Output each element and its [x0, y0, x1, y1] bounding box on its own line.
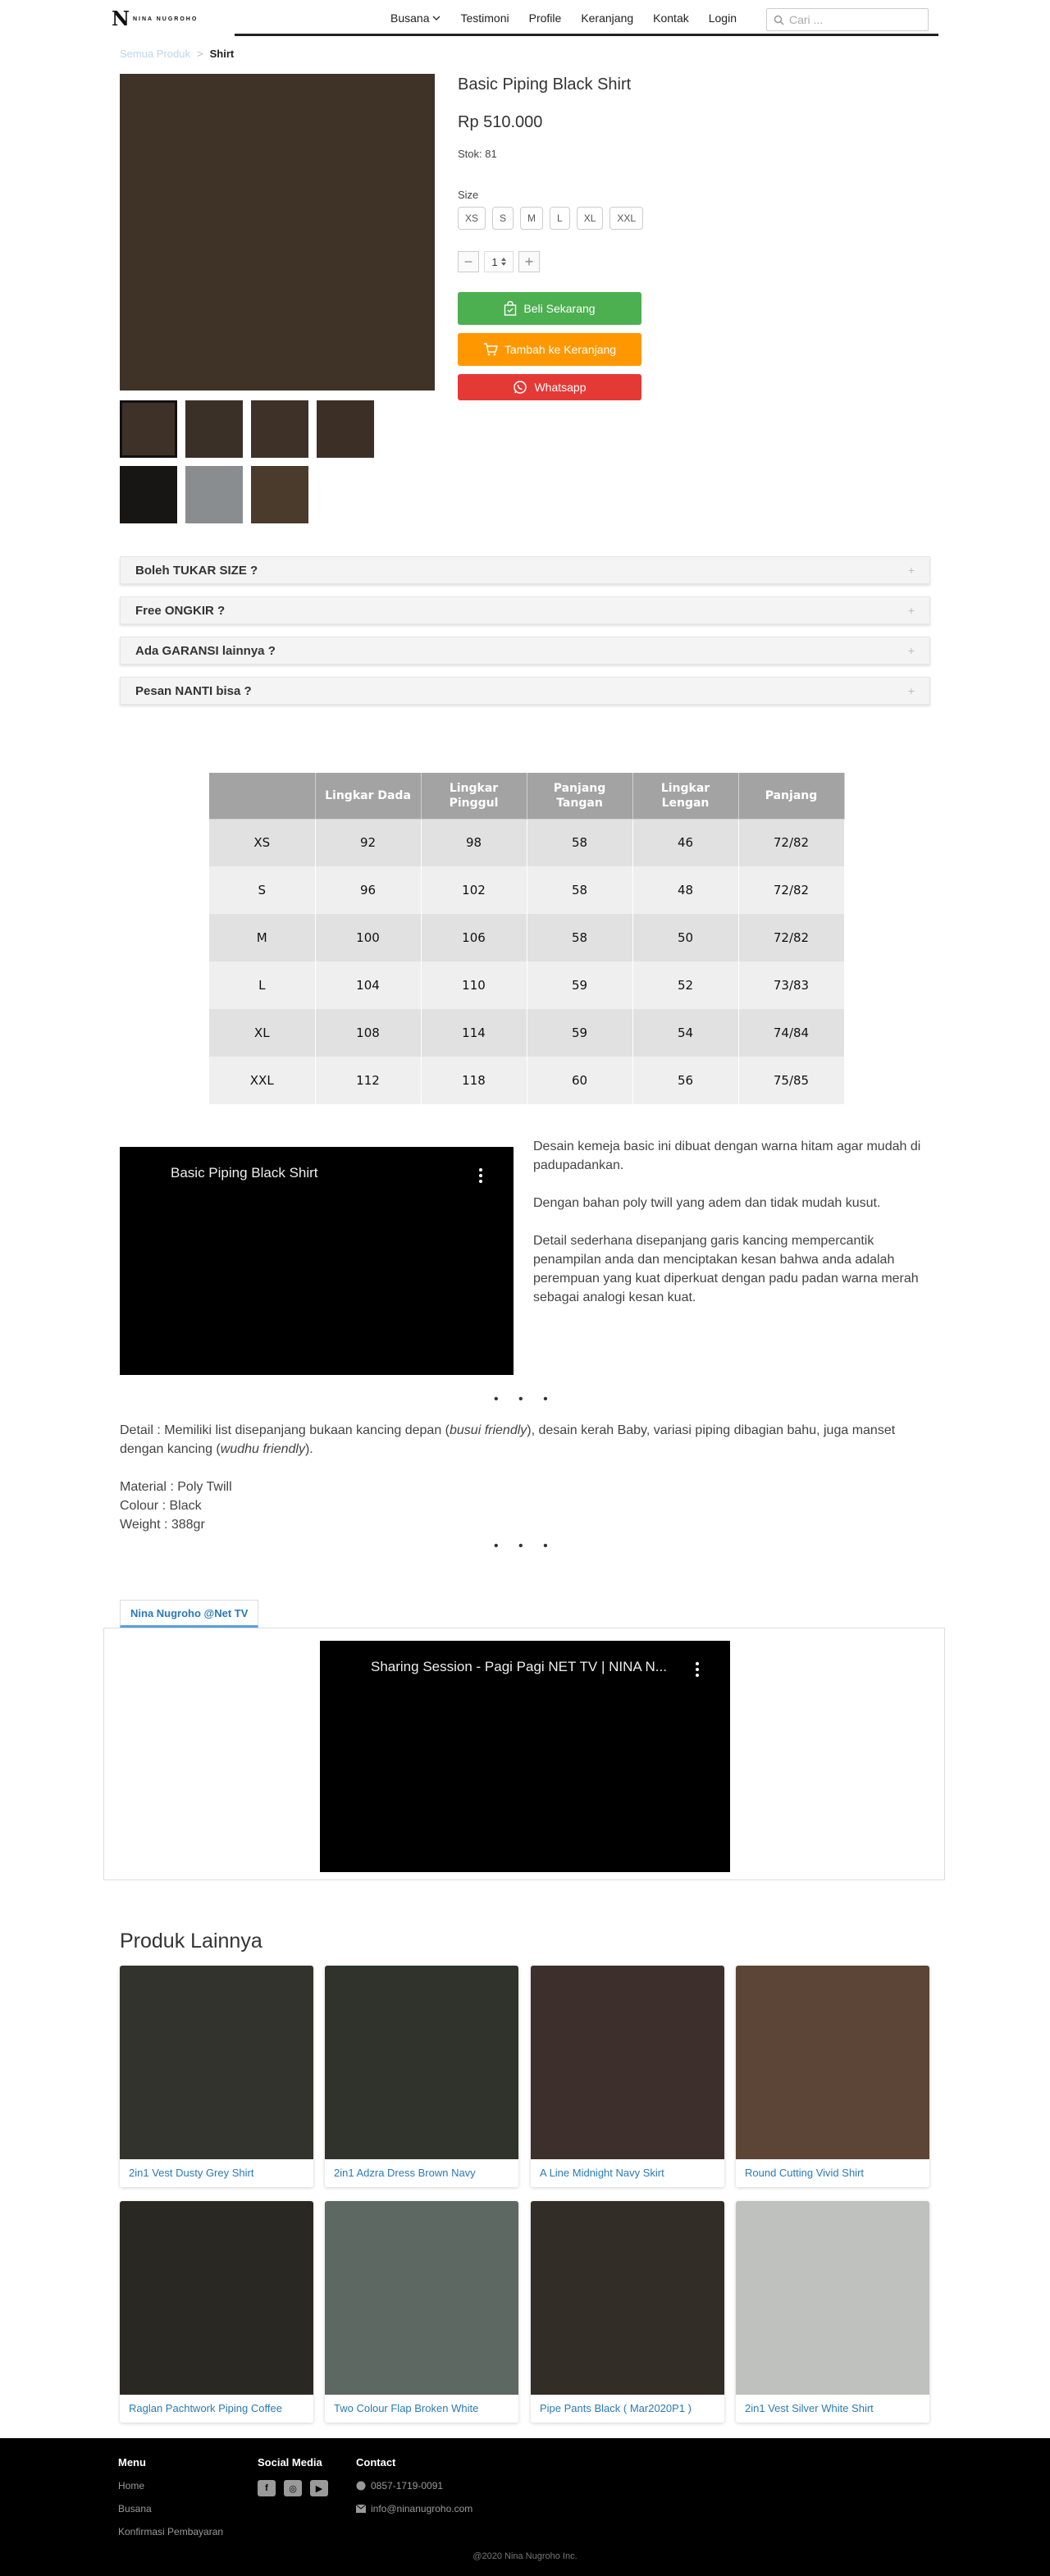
- quantity-value: 1: [491, 255, 498, 268]
- whatsapp-icon: [513, 380, 527, 395]
- cart-icon: [483, 343, 498, 356]
- product-card-name[interactable]: 2in1 Vest Dusty Grey Shirt: [129, 2167, 254, 2179]
- size-chart-cell: XL: [209, 1009, 315, 1057]
- site-header: [0, 0, 1050, 38]
- size-chart-cell: 92: [315, 819, 421, 866]
- faq-label: Boleh TUKAR SIZE ?: [135, 563, 258, 578]
- product-card[interactable]: [325, 1966, 518, 2187]
- add-to-cart-button[interactable]: [458, 333, 641, 366]
- whatsapp-button[interactable]: [458, 374, 641, 400]
- footer-social: [258, 2456, 328, 2496]
- related-products-title: Produk Lainnya: [120, 1930, 262, 1953]
- product-card-name[interactable]: Pipe Pants Black ( Mar2020P1 ): [540, 2402, 692, 2414]
- footer-copyright: @2020 Nina Nugroho Inc.: [472, 2551, 578, 2561]
- size-chart-cell: 58: [527, 866, 632, 914]
- plus-icon: +: [907, 684, 915, 697]
- size-chart-header: Panjang Tangan: [527, 773, 632, 819]
- size-chart-cell: 46: [632, 819, 738, 866]
- logo-text: NINA NUGROHO: [132, 16, 199, 22]
- footer-email[interactable]: info@ninanugroho.com: [356, 2503, 472, 2514]
- detail-colour: Colour : Black: [120, 1499, 202, 1513]
- site-footer: [0, 2438, 1050, 2576]
- breadcrumb-current: Shirt: [209, 48, 235, 60]
- whatsapp-label: Whatsapp: [534, 381, 587, 394]
- footer-menu-title: Menu: [118, 2456, 146, 2469]
- product-card-image[interactable]: [531, 1966, 724, 2159]
- size-chart-table: [209, 773, 845, 1104]
- section-separator: • • •: [494, 1539, 556, 1553]
- main-nav: [381, 11, 746, 25]
- plus-icon: +: [907, 564, 915, 577]
- nav-busana[interactable]: [381, 11, 450, 25]
- product-detail: [120, 1421, 932, 1534]
- footer-link-home[interactable]: Home: [118, 2480, 145, 2492]
- size-option-xxl[interactable]: XXL: [609, 207, 643, 230]
- spinner-arrows-icon: [501, 258, 506, 266]
- plus-icon: +: [907, 604, 915, 617]
- size-option-xs[interactable]: XS: [458, 207, 486, 230]
- product-card[interactable]: [736, 1966, 929, 2187]
- size-chart-cell: 98: [421, 819, 527, 866]
- product-card[interactable]: [120, 2201, 313, 2423]
- size-chart-cell: L: [209, 961, 315, 1009]
- product-card[interactable]: [120, 1966, 313, 2187]
- size-chart-header: Lingkar Dada: [315, 773, 421, 819]
- detail-text: Detail : Memiliki list disepanjang bukaan kancing depan (busui friendly), desain kerah Baby, variasi piping dibagian bahu, juga manset dengan kancing (wudhu friendly).: [120, 1423, 896, 1456]
- product-card[interactable]: [531, 1966, 724, 2187]
- size-options: [458, 207, 643, 230]
- footer-contact-title: Contact: [356, 2456, 396, 2469]
- video-menu-icon[interactable]: [479, 1168, 482, 1183]
- product-price: Rp 510.000: [458, 113, 543, 131]
- size-option-s[interactable]: S: [492, 207, 514, 230]
- section-separator: • • •: [494, 1392, 556, 1406]
- faq-label: Free ONGKIR ?: [135, 603, 226, 618]
- breadcrumb-separator: >: [197, 48, 203, 60]
- buy-now-button[interactable]: [458, 292, 641, 325]
- nav-login[interactable]: Login: [708, 11, 737, 25]
- size-chart-cell: 59: [527, 961, 632, 1009]
- description-paragraph: Dengan bahan poly twill yang adem dan tidak mudah kusut.: [533, 1196, 881, 1210]
- size-option-l[interactable]: L: [550, 207, 570, 230]
- description-paragraph: Detail sederhana disepanjang garis kancing mempercantik penampilan anda dan menciptakan kesan bahwa anda adalah perempuan yang kuat diperkuat dengan padu padan warna merah sebagai analogi kesan kuat.: [533, 1234, 919, 1304]
- thumbnail[interactable]: [120, 400, 177, 458]
- shopping-bag-icon: [504, 301, 517, 316]
- email-icon: [356, 2505, 366, 2513]
- size-chart-row: [209, 914, 844, 961]
- footer-contact: [356, 2456, 472, 2526]
- size-chart-cell: 104: [315, 961, 421, 1009]
- thumbnail[interactable]: [251, 466, 308, 523]
- product-card-image[interactable]: [120, 1966, 313, 2159]
- size-chart-cell: 52: [632, 961, 738, 1009]
- size-chart-row: [209, 1057, 844, 1104]
- quantity-decrease-button[interactable]: −: [458, 251, 479, 272]
- chevron-down-icon: [432, 14, 441, 22]
- size-chart-header: [209, 773, 315, 819]
- youtube-icon[interactable]: ▶: [310, 2480, 328, 2496]
- product-description: [533, 1137, 927, 1326]
- size-chart-cell: M: [209, 914, 315, 961]
- size-chart-row: [209, 1009, 844, 1057]
- quantity-increase-button[interactable]: +: [518, 251, 540, 272]
- size-chart-cell: 118: [421, 1057, 527, 1104]
- tab-net-tv[interactable]: Nina Nugroho @Net TV: [120, 1600, 258, 1628]
- plus-icon: +: [907, 644, 915, 657]
- social-icons: [258, 2480, 328, 2496]
- faq-free-ongkir[interactable]: [120, 596, 930, 624]
- size-chart-cell: 100: [315, 914, 421, 961]
- size-chart-header: Lingkar Lengan: [632, 773, 738, 819]
- size-chart-cell: 74/84: [738, 1009, 844, 1057]
- phone-icon: [356, 2481, 366, 2491]
- size-chart-cell: 54: [632, 1009, 738, 1057]
- product-card-image[interactable]: [325, 1966, 518, 2159]
- footer-menu: [118, 2456, 223, 2549]
- product-card[interactable]: [325, 2201, 518, 2423]
- thumbnail[interactable]: [185, 466, 243, 523]
- product-card-name[interactable]: 2in1 Adzra Dress Brown Navy: [334, 2167, 476, 2179]
- product-card-name[interactable]: Two Colour Flap Broken White: [334, 2402, 479, 2414]
- quantity-stepper: [458, 251, 540, 272]
- size-chart-cell: 114: [421, 1009, 527, 1057]
- faq-pesan-nanti[interactable]: [120, 677, 930, 705]
- footer-phone[interactable]: 0857-1719-0091: [356, 2480, 472, 2492]
- size-chart-cell: 58: [527, 819, 632, 866]
- size-chart-header: Panjang: [738, 773, 844, 819]
- size-chart-cell: 110: [421, 961, 527, 1009]
- header-divider: [235, 34, 938, 36]
- product-stock: Stok: 81: [458, 148, 497, 160]
- thumbnail[interactable]: [251, 400, 308, 458]
- product-card-image[interactable]: [736, 2201, 929, 2395]
- detail-weight: Weight : 388gr: [120, 1518, 205, 1532]
- size-chart-cell: XXL: [209, 1057, 315, 1104]
- logo-mark: N: [112, 7, 128, 30]
- size-chart-cell: 72/82: [738, 866, 844, 914]
- nav-kontak[interactable]: Kontak: [653, 11, 689, 25]
- nav-profile[interactable]: Profile: [528, 11, 562, 25]
- video-title: Sharing Session - Pagi Pagi NET TV | NINA N...: [371, 1659, 667, 1674]
- faq-tukar-size[interactable]: [120, 556, 930, 584]
- search-icon: [774, 15, 784, 25]
- buy-now-label: Beli Sekarang: [523, 302, 596, 315]
- product-title: Basic Piping Black Shirt: [458, 75, 632, 94]
- size-chart-cell: S: [209, 866, 315, 914]
- size-chart-cell: 59: [527, 1009, 632, 1057]
- nav-busana-label: Busana: [390, 11, 430, 25]
- size-chart-header-row: [209, 773, 844, 819]
- size-label: Size: [458, 189, 479, 201]
- instagram-icon[interactable]: ◎: [284, 2480, 302, 2496]
- video-menu-icon[interactable]: [696, 1662, 699, 1677]
- size-chart-row: [209, 866, 844, 914]
- size-chart-cell: XS: [209, 819, 315, 866]
- size-chart-cell: 72/82: [738, 914, 844, 961]
- product-card-name[interactable]: Round Cutting Vivid Shirt: [745, 2167, 865, 2179]
- product-video-player[interactable]: [120, 1147, 514, 1375]
- faq-label: Ada GARANSI lainnya ?: [135, 643, 276, 658]
- size-option-m[interactable]: M: [520, 207, 543, 230]
- size-chart-row: [209, 819, 844, 866]
- size-chart-cell: 106: [421, 914, 527, 961]
- product-card-name[interactable]: 2in1 Vest Silver White Shirt: [745, 2402, 874, 2414]
- size-chart-cell: 60: [527, 1057, 632, 1104]
- size-chart-header: Lingkar Pinggul: [421, 773, 527, 819]
- product-card-image[interactable]: [736, 1966, 929, 2159]
- nav-testimoni[interactable]: Testimoni: [460, 11, 509, 25]
- product-card-image[interactable]: [531, 2201, 724, 2395]
- product-main-image[interactable]: [120, 74, 435, 391]
- facebook-icon[interactable]: f: [258, 2480, 276, 2496]
- size-chart-cell: 72/82: [738, 819, 844, 866]
- tab-panel: [103, 1628, 945, 1880]
- quantity-input[interactable]: [484, 251, 514, 272]
- size-chart-cell: 56: [632, 1057, 738, 1104]
- product-thumbnails: [120, 400, 438, 523]
- size-option-xl[interactable]: XL: [577, 207, 604, 230]
- size-chart-cell: 73/83: [738, 961, 844, 1009]
- product-card-image[interactable]: [120, 2201, 313, 2395]
- breadcrumb: [120, 48, 234, 60]
- product-card-name[interactable]: A Line Midnight Navy Skirt: [540, 2167, 664, 2179]
- footer-social-title: Social Media: [258, 2456, 322, 2469]
- thumbnail[interactable]: [185, 400, 243, 458]
- footer-link-busana[interactable]: Busana: [118, 2503, 152, 2514]
- size-chart-cell: 75/85: [738, 1057, 844, 1104]
- net-tv-video-player[interactable]: [320, 1641, 730, 1872]
- size-chart-cell: 48: [632, 866, 738, 914]
- detail-material: Material : Poly Twill: [120, 1480, 232, 1494]
- size-chart-cell: 50: [632, 914, 738, 961]
- footer-link-konfirmasi[interactable]: Konfirmasi Pembayaran: [118, 2526, 224, 2537]
- product-card-name[interactable]: Raglan Pachtwork Piping Coffee: [129, 2402, 282, 2414]
- size-chart-cell: 58: [527, 914, 632, 961]
- video-title: Basic Piping Black Shirt: [171, 1165, 318, 1181]
- add-to-cart-label: Tambah ke Keranjang: [504, 343, 617, 356]
- size-chart-cell: 108: [315, 1009, 421, 1057]
- brand-logo[interactable]: [112, 7, 199, 30]
- size-chart-cell: 112: [315, 1057, 421, 1104]
- product-card[interactable]: [736, 2201, 929, 2423]
- search-input[interactable]: [789, 13, 920, 26]
- nav-keranjang[interactable]: Keranjang: [581, 11, 634, 25]
- size-chart-cell: 102: [421, 866, 527, 914]
- thumbnail[interactable]: [317, 400, 374, 458]
- thumbnail[interactable]: [120, 466, 177, 523]
- faq-label: Pesan NANTI bisa ?: [135, 683, 252, 698]
- description-paragraph: Desain kemeja basic ini dibuat dengan warna hitam agar mudah di padupadankan.: [533, 1140, 921, 1172]
- faq-garansi[interactable]: [120, 637, 930, 665]
- size-chart-row: [209, 961, 844, 1009]
- product-card-image[interactable]: [325, 2201, 518, 2395]
- size-chart-cell: 96: [315, 866, 421, 914]
- search-box[interactable]: [766, 8, 929, 31]
- product-card[interactable]: [531, 2201, 724, 2423]
- breadcrumb-parent[interactable]: Semua Produk: [120, 48, 190, 60]
